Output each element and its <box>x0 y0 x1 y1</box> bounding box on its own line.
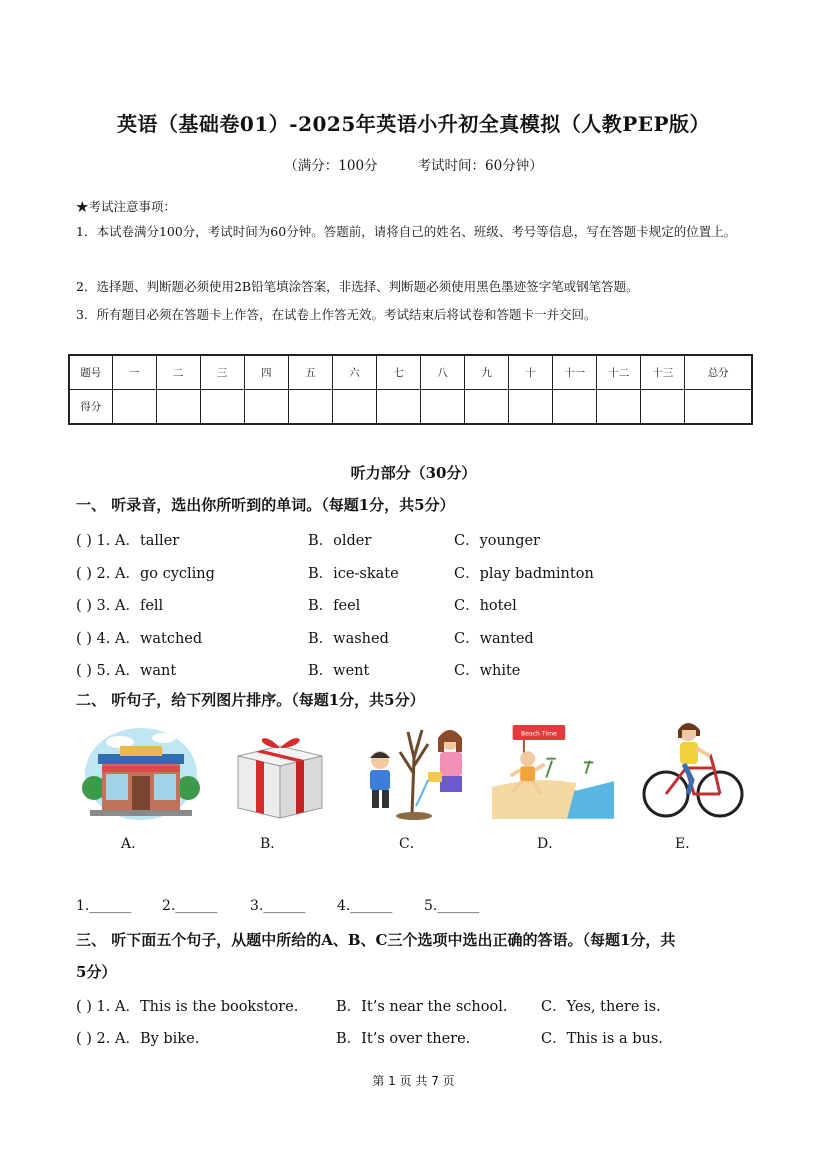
question-stem: ( ) 3. A．fell <box>76 598 164 614</box>
option-b: B．ice-skate <box>308 566 399 582</box>
score-cell[interactable] <box>156 390 200 425</box>
option-b: B．It’s over there. <box>336 1031 471 1047</box>
option-c: C．wanted <box>454 631 534 647</box>
cycling-girl-icon <box>630 718 752 822</box>
answer-blank[interactable]: 3.______ <box>250 898 306 914</box>
question-stem: ( ) 2. A．By bike. <box>76 1031 200 1047</box>
score-cell[interactable] <box>376 390 420 425</box>
option-b: B．feel <box>308 598 361 614</box>
table-cell: 得分 <box>69 390 112 425</box>
beach-running-icon <box>492 718 614 822</box>
exam-time: 考试时间：60分钟） <box>417 158 543 174</box>
picture-label: B． <box>260 836 285 852</box>
option-c: C．white <box>454 663 521 679</box>
table-cell: 十 <box>509 355 553 390</box>
score-cell[interactable] <box>509 390 553 425</box>
sign-text: Beach Time <box>521 730 557 738</box>
section3-heading: 三、 听下面五个句子，从题中所给的A、B、C三个选项中选出正确的答语。（每题1分，共 <box>76 931 676 949</box>
picture-label: C． <box>399 836 424 852</box>
picture-label: E． <box>675 836 700 852</box>
table-cell: 题号 <box>69 355 112 390</box>
notice-item: 1．本试卷满分100分，考试时间为60分钟。答题前，请将自己的姓名、班级、考号等信息，写在答题卡规定的位置上。 <box>76 224 737 239</box>
table-cell: 四 <box>244 355 288 390</box>
option-c: C．play badminton <box>454 566 594 582</box>
score-table-score-row <box>69 390 752 425</box>
score-cell[interactable] <box>244 390 288 425</box>
score-cell[interactable] <box>332 390 376 425</box>
table-cell: 七 <box>376 355 420 390</box>
score-cell[interactable] <box>641 390 685 425</box>
table-cell: 十二 <box>597 355 641 390</box>
table-cell: 十三 <box>641 355 685 390</box>
table-cell: 八 <box>421 355 465 390</box>
score-cell[interactable] <box>200 390 244 425</box>
full-score: （满分：100分 <box>284 158 378 174</box>
table-cell: 十一 <box>553 355 597 390</box>
bookstore-icon <box>80 718 202 822</box>
option-c: C．hotel <box>454 598 517 614</box>
question-stem: ( ) 1. A．This is the bookstore. <box>76 999 299 1015</box>
answer-blank[interactable]: 4.______ <box>337 898 393 914</box>
score-table-header-row <box>69 355 752 390</box>
section2-heading: 二、 听句子，给下列图片排序。（每题1分，共5分） <box>76 691 425 709</box>
score-cell[interactable] <box>685 390 752 425</box>
score-cell[interactable] <box>112 390 156 425</box>
option-c: C．Yes, there is. <box>541 999 661 1015</box>
option-b: B．older <box>308 533 372 549</box>
score-cell[interactable] <box>553 390 597 425</box>
table-cell: 五 <box>288 355 332 390</box>
option-c: C．This is a bus. <box>541 1031 663 1047</box>
planting-tree-icon <box>356 718 478 822</box>
listening-heading: 听力部分（30分） <box>350 464 477 482</box>
option-b: B．washed <box>308 631 389 647</box>
section3-heading-cont: 5分） <box>76 963 117 981</box>
table-cell: 二 <box>156 355 200 390</box>
score-cell[interactable] <box>421 390 465 425</box>
table-cell: 九 <box>465 355 509 390</box>
notice-heading: ★考试注意事项： <box>76 199 177 214</box>
option-b: B．went <box>308 663 370 679</box>
exam-info <box>0 154 827 174</box>
option-c: C．younger <box>454 533 540 549</box>
table-cell: 六 <box>332 355 376 390</box>
page-number: 第 1 页 共 7 页 <box>372 1074 455 1088</box>
picture-label: D． <box>537 836 563 852</box>
answer-blank[interactable]: 2.______ <box>162 898 218 914</box>
option-b: B．It’s near the school. <box>336 999 508 1015</box>
section1-heading: 一、 听录音，选出你所听到的单词。（每题1分，共5分） <box>76 496 455 514</box>
question-stem: ( ) 2. A．go cycling <box>76 566 215 582</box>
score-cell[interactable] <box>288 390 332 425</box>
answer-blank[interactable]: 5.______ <box>424 898 480 914</box>
question-stem: ( ) 5. A．want <box>76 663 177 679</box>
table-cell: 三 <box>200 355 244 390</box>
score-cell[interactable] <box>465 390 509 425</box>
table-cell: 一 <box>112 355 156 390</box>
notice-item: 2．选择题、判断题必须使用2B铅笔填涂答案，非选择、判断题必须使用黑色墨迹签字笔或钢笔答题。 <box>76 279 639 294</box>
question-stem: ( ) 4. A．watched <box>76 631 203 647</box>
gift-box-icon <box>218 718 340 822</box>
page-title: 英语（基础卷01）-2025年英语小升初全真模拟（人教PEP版） <box>116 112 711 136</box>
answer-blank[interactable]: 1.______ <box>76 898 132 914</box>
notice-item: 3．所有题目必须在答题卡上作答，在试卷上作答无效。考试结束后将试卷和答题卡一并交回。 <box>76 307 597 322</box>
picture-label: A． <box>121 836 146 852</box>
question-stem: ( ) 1. A．taller <box>76 533 180 549</box>
table-cell: 总分 <box>685 355 752 390</box>
score-table <box>68 354 753 425</box>
score-cell[interactable] <box>597 390 641 425</box>
